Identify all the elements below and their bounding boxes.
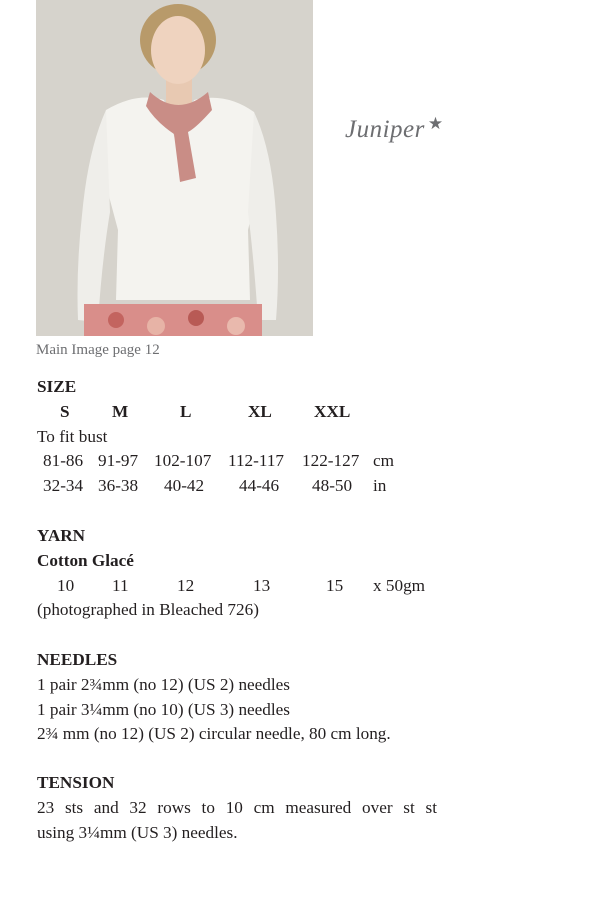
tension-section <box>37 771 437 845</box>
model-photo <box>36 0 313 336</box>
bust-cm-value: 102-107 <box>154 451 212 471</box>
yarn-quantity: 13 <box>253 575 271 595</box>
yarn-section <box>37 524 467 623</box>
pattern-title-text: Juniper <box>345 116 425 143</box>
yarn-quantity: 12 <box>177 575 195 595</box>
bust-in-row <box>37 474 467 499</box>
size-label: XXL <box>314 401 351 421</box>
photo-caption: Main Image page 12 <box>36 342 160 358</box>
bust-in-value: 44-46 <box>239 476 280 496</box>
needle-line: 1 pair 2¾mm (no 12) (US 2) needles <box>37 674 290 694</box>
size-label: M <box>112 401 129 421</box>
yarn-heading: YARN <box>37 526 86 545</box>
bust-cm-row <box>37 449 467 474</box>
size-label: L <box>180 401 192 421</box>
bust-in-value: 36-38 <box>98 476 139 496</box>
bust-cm-value: 81-86 <box>43 451 84 471</box>
needle-line: 2¾ mm (no 12) (US 2) circular needle, 80 cm long. <box>37 724 391 744</box>
bust-cm-value: 112-117 <box>228 451 285 471</box>
size-labels-row <box>37 400 467 425</box>
size-label: S <box>60 401 70 421</box>
yarn-name: Cotton Glacé <box>37 550 134 570</box>
size-section <box>37 375 467 499</box>
yarn-quantity: 11 <box>112 575 129 595</box>
tension-line: using 3¼mm (US 3) needles. <box>37 822 238 842</box>
bust-in-value: 32-34 <box>43 476 84 496</box>
yarn-quantities-row <box>37 574 467 599</box>
bust-cm-value: 91-97 <box>98 451 139 471</box>
needles-section <box>37 648 467 747</box>
bust-cm-value: 122-127 <box>302 451 360 471</box>
size-heading: SIZE <box>37 377 77 396</box>
bust-in-unit: in <box>373 476 387 496</box>
yarn-unit: x 50gm <box>373 575 426 595</box>
tension-line: 23 sts and 32 rows to 10 cm measured over st st <box>37 797 437 817</box>
model-photo-illustration <box>36 0 313 336</box>
yarn-quantity: 10 <box>57 575 75 595</box>
bust-in-value: 40-42 <box>164 476 205 496</box>
yarn-note: (photographed in Bleached 726) <box>37 600 259 620</box>
pattern-title <box>345 116 444 144</box>
size-label: XL <box>248 401 272 421</box>
bust-cm-unit: cm <box>373 451 394 471</box>
tension-heading: TENSION <box>37 773 115 792</box>
to-fit-label: To fit bust <box>37 426 108 446</box>
needle-line: 1 pair 3¼mm (no 10) (US 3) needles <box>37 699 290 719</box>
bust-in-value: 48-50 <box>312 476 353 496</box>
needles-heading: NEEDLES <box>37 650 118 669</box>
yarn-quantity: 15 <box>326 575 344 595</box>
difficulty-star-icon: ★ <box>427 114 444 133</box>
